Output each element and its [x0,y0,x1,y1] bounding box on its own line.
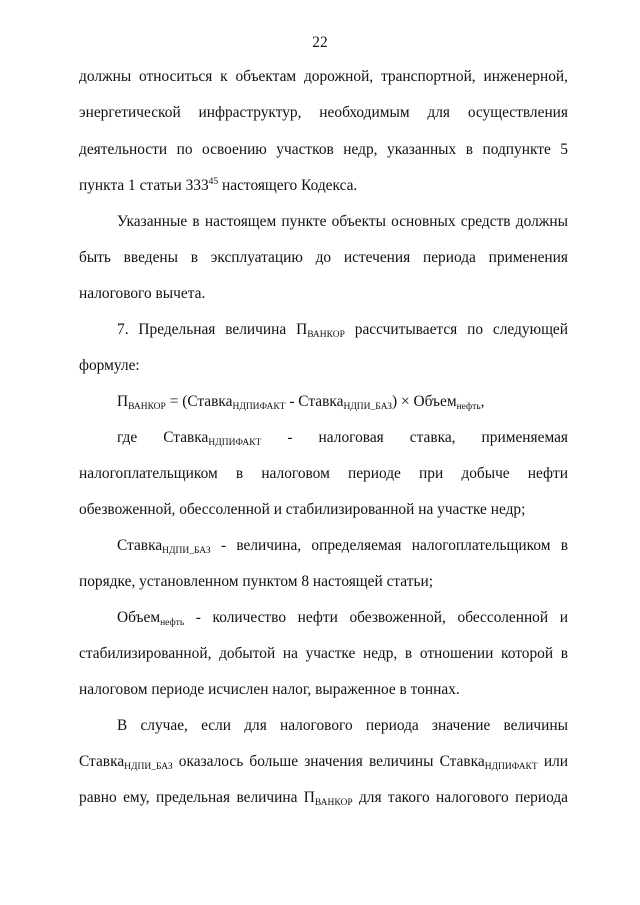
paragraph-line: порядке, установленном пунктом 8 настоящей статьи; [79,573,433,590]
paragraph-line: где Ставка$_{НДПИФАКТ}$ - налоговая ставка, применяемая [117,429,568,448]
paragraph-line: В случае, если для налогового периода значение величины [117,717,568,734]
paragraph-line: налогоплательщиком в налоговом периоде при добыче нефти [79,465,568,482]
paragraph-line: быть введены в эксплуатацию до истечения периода применения [79,249,568,266]
paragraph-line: энергетической инфраструктур, необходимым для осуществления [79,104,568,121]
paragraph-line: стабилизированной, добытой на участке недр, в отношении которой в [79,645,568,662]
paragraph-line: Указанные в настоящем пункте объекты основных средств должны [117,213,568,230]
superscript-article-index: 45 [208,177,219,187]
paragraph-line: налогового вычета. [79,285,206,302]
paragraph-line: деятельности по освоению участков недр, указанных в подпункте 5 [79,141,568,158]
page-number: 22 [312,34,328,51]
paragraph-line: формуле: [79,357,140,374]
paragraph-line: 7. Предельная величина $П_{ВАНКОР}$ рассчитывается по следующей [117,321,568,340]
paragraph-line: равно ему, предельная величина $П_{ВАНКОР}$ для такого налогового периода [79,789,569,808]
formula: $П_{ВАНКОР}$ = (Ставка$_{НДПИФАКТ}$ - Ставка$_{НДПИ\_БАЗ}$) × Объем$_{нефть}$, [117,393,485,412]
paragraph-line: налоговом периоде исчислен налог, выраженное в тоннах. [79,681,460,698]
paragraph-line: Ставка$_{НДПИ\_БАЗ}$ оказалось больше значения величины Ставка$_{НДПИФАКТ}$ или [79,753,568,772]
paragraph-line: Ставка$_{НДПИ\_БАЗ}$ - величина, определяемая налогоплательщиком в [117,537,568,556]
paragraph-line: должны относиться к объектам дорожной, транспортной, инженерной, [79,68,568,85]
paragraph-line: Объем$_{нефть}$ - количество нефти обезвоженной, обессоленной и [117,609,568,628]
paragraph-line: пункта 1 статьи $333^{45}$ настоящего Кодекса. [79,177,358,194]
paragraph-line: обезвоженной, обессоленной и стабилизированной на участке недр; [79,501,526,518]
